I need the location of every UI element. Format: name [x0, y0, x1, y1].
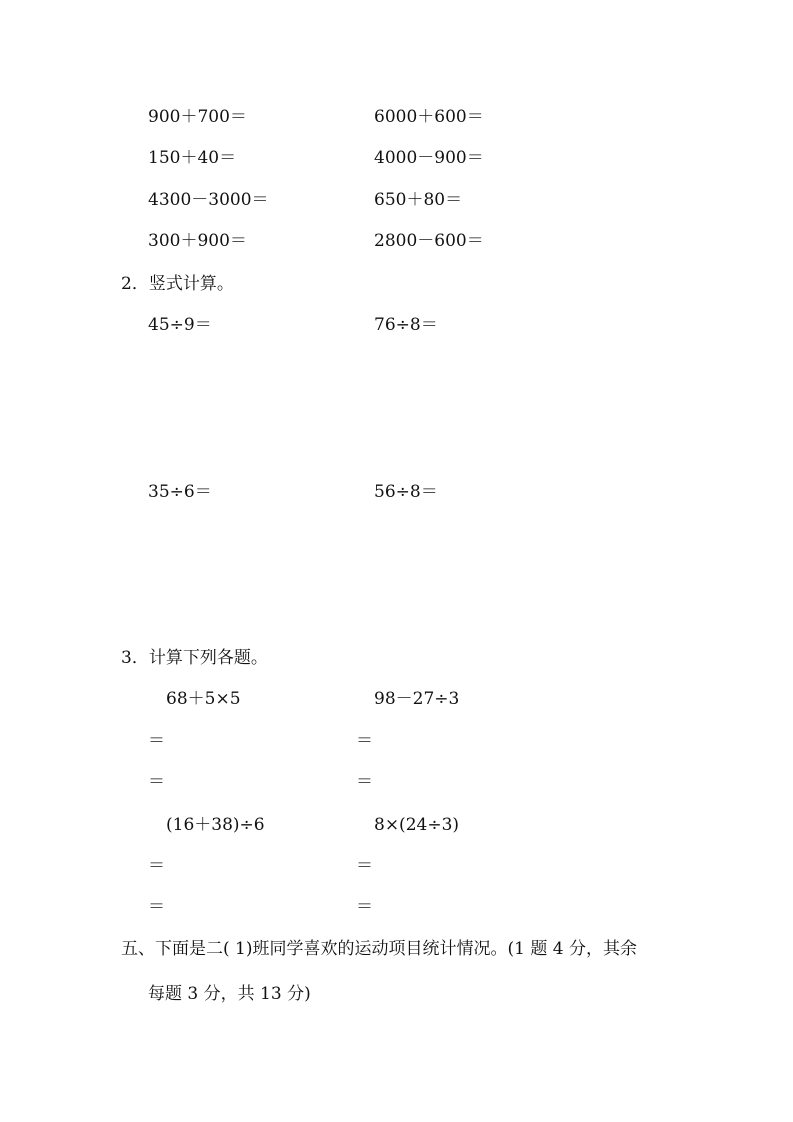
equals-step: ＝: [148, 731, 165, 751]
vertical-calc-item: 76÷8＝: [374, 315, 438, 335]
calc-item: 150＋40＝: [148, 148, 237, 168]
expression: (16＋38)÷6: [166, 815, 265, 835]
vertical-calc-item: 56÷8＝: [374, 482, 438, 502]
equals-step: ＝: [148, 772, 165, 792]
section-5-heading-continued: 每题 3 分，共 13 分): [148, 984, 311, 1004]
expression: 98－27÷3: [374, 689, 460, 709]
equals-step: ＝: [148, 897, 165, 917]
calc-item: 300＋900＝: [148, 231, 247, 251]
calc-item: 2800－600＝: [374, 231, 484, 251]
calc-item: 4000－900＝: [374, 148, 484, 168]
calc-item: 4300－3000＝: [148, 190, 269, 210]
vertical-calc-item: 35÷6＝: [148, 482, 212, 502]
equals-step: ＝: [356, 856, 373, 876]
section-5-heading: 五、下面是二( 1)班同学喜欢的运动项目统计情况。(1 题 4 分，其余: [121, 939, 637, 959]
equals-step: ＝: [356, 772, 373, 792]
expression: 8×(24÷3): [374, 815, 460, 835]
question-3-heading: 3．计算下列各题。: [121, 648, 268, 668]
calc-item: 650＋80＝: [374, 190, 463, 210]
expression: 68＋5×5: [166, 689, 241, 709]
equals-step: ＝: [356, 897, 373, 917]
calc-item: 900＋700＝: [148, 107, 247, 127]
calc-item: 6000＋600＝: [374, 107, 484, 127]
equals-step: ＝: [356, 731, 373, 751]
question-2-heading: 2．竖式计算。: [121, 274, 234, 294]
vertical-calc-item: 45÷9＝: [148, 315, 212, 335]
equals-step: ＝: [148, 856, 165, 876]
